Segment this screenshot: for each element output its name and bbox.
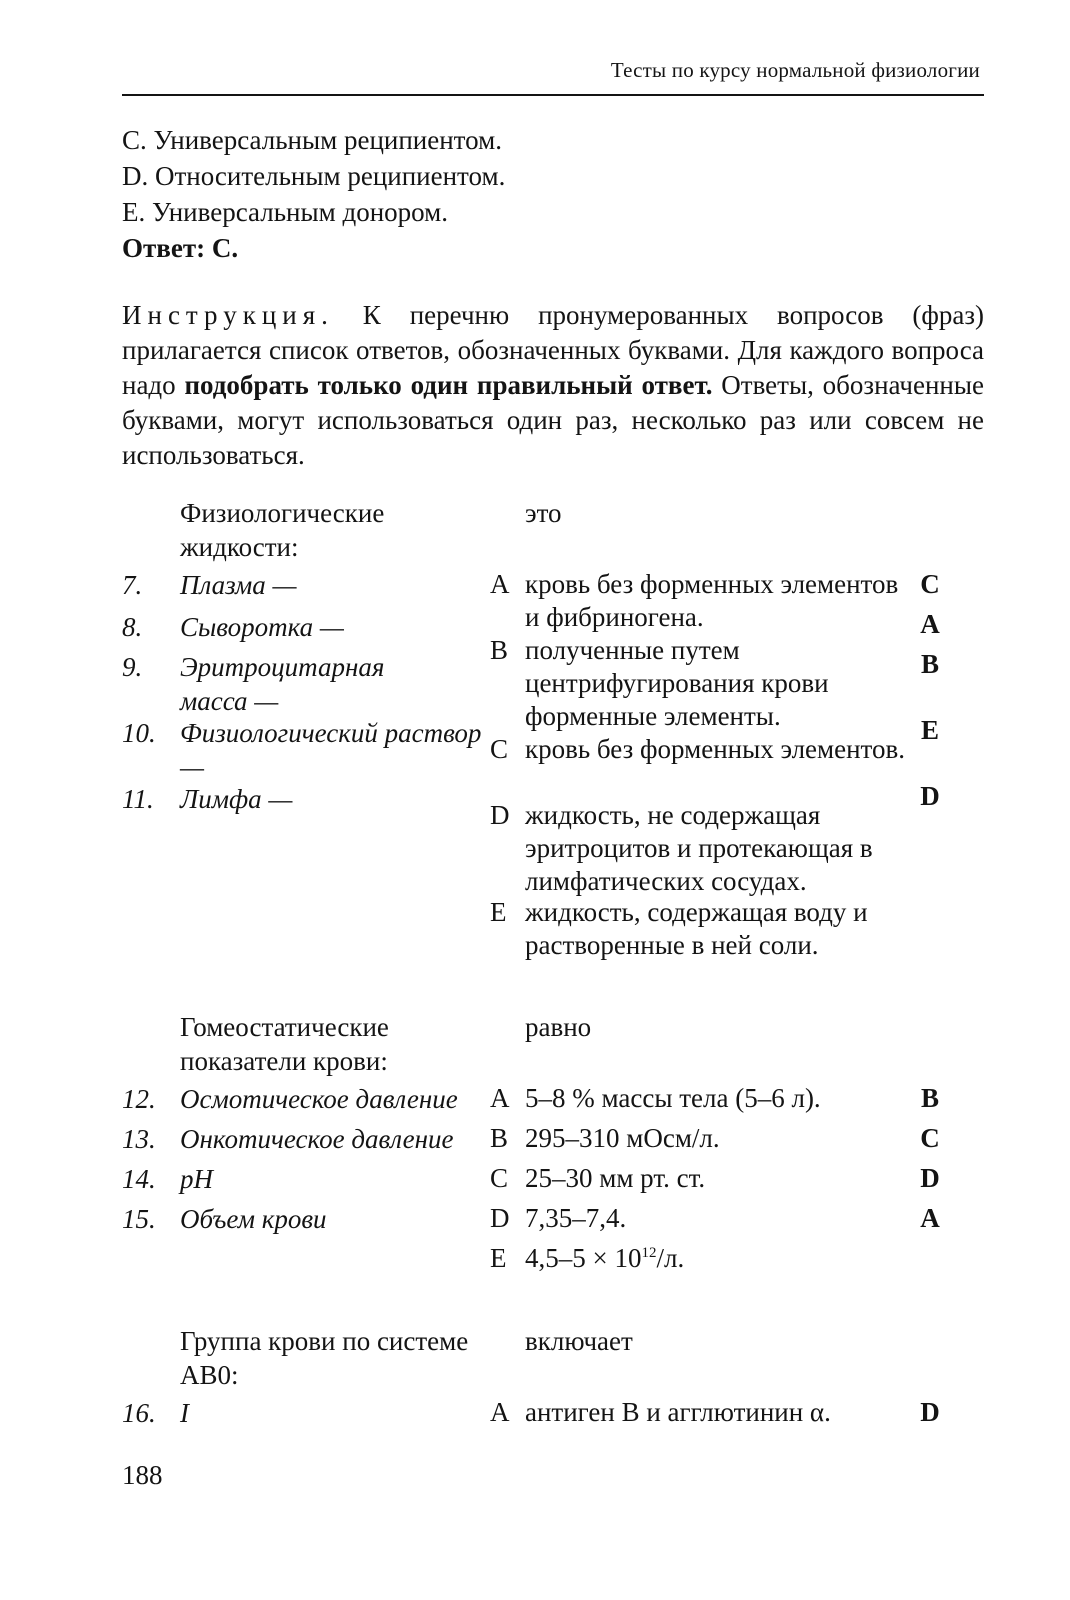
block1-left-header: Физиологические жидкости: — [180, 498, 385, 562]
answer-text: 5–8 % массы тела (5–6 л). — [525, 1083, 821, 1113]
question-number: 15. — [122, 1204, 156, 1234]
question-number: 8. — [122, 612, 143, 642]
answer-letter: В — [490, 1123, 509, 1153]
answer-text: 7,35–7,4. — [525, 1203, 627, 1233]
running-header: Тесты по курсу нормальной физиологии — [610, 58, 980, 82]
answer-letter: D — [490, 800, 510, 830]
answer-letter: А — [490, 1083, 510, 1113]
block3-right-header: включает — [525, 1326, 633, 1356]
question-number: 13. — [122, 1124, 156, 1154]
question-text: Физиологический раствор — — [180, 718, 482, 782]
answer-letter: Е — [490, 897, 507, 927]
question-number: 14. — [122, 1164, 156, 1194]
answer-text: 295–310 мОсм/л. — [525, 1123, 720, 1153]
instruction-emphasis: подобрать только один правильный ответ. — [184, 370, 713, 400]
question-text: Сыворотка — — [180, 612, 344, 642]
answer-key: Е — [920, 715, 939, 745]
block2-right-header: равно — [525, 1012, 592, 1042]
answer-key: А — [920, 1203, 940, 1233]
answer-line: Ответ: С. — [122, 233, 239, 263]
answer-letter: С — [490, 734, 509, 764]
header-rule — [122, 94, 984, 96]
answer-key: В — [920, 649, 939, 679]
answer-letter: С — [490, 1163, 509, 1193]
answer-text: полученные путем центрифугирования крови форменные элементы. — [525, 635, 829, 731]
option-e: Е. Универсальным донором. — [122, 197, 448, 227]
question-number: 9. — [122, 652, 143, 682]
answer-letter: А — [490, 569, 510, 599]
answer-letter: В — [490, 635, 509, 665]
instruction-label: Инструкция. — [122, 300, 334, 330]
answer-text: 25–30 мм рт. ст. — [525, 1163, 706, 1193]
question-text: Объем крови — [180, 1204, 327, 1234]
option-c: С. Универсальным реципиентом. — [122, 125, 502, 155]
answer-letter: Е — [490, 1243, 507, 1273]
instruction-paragraph — [122, 298, 984, 473]
answer-key: С — [920, 569, 940, 599]
page-number: 188 — [122, 1460, 163, 1490]
answer-text: жидкость, не содержащая эритроцитов и протекающая в лимфатических сосудах. — [525, 800, 873, 896]
answer-text — [525, 1242, 905, 1275]
answer-key: А — [920, 609, 940, 639]
question-number: 7. — [122, 570, 143, 600]
question-number: 10. — [122, 718, 156, 748]
question-text: Эритроцитарная масса — — [180, 652, 385, 716]
question-text: Осмотическое давление — [180, 1084, 458, 1114]
question-number: 16. — [122, 1398, 156, 1428]
answer-letter: А — [490, 1397, 510, 1427]
answer-text-main: 4,5–5 × 10 — [525, 1243, 642, 1273]
answer-text: кровь без форменных элементов. — [525, 734, 906, 764]
answer-text: кровь без форменных элементов и фибриногена. — [525, 569, 899, 632]
answer-text: антиген В и агглютинин α. — [525, 1397, 831, 1427]
instruction-text-2: Ответы, обозначенные буквами, могут использоваться один раз, несколько раз или совсем не использоваться. — [122, 370, 985, 470]
question-text: pH — [180, 1164, 213, 1194]
option-d: D. Относительным реципиентом. — [122, 161, 506, 191]
question-number: 11. — [122, 784, 154, 814]
answer-key: D — [920, 781, 940, 811]
exponent: 12 — [641, 1245, 657, 1261]
block2-left-header: Гомеостатические показатели крови: — [180, 1012, 389, 1076]
instruction-text-1: К перечню пронумерованных вопросов (фраз) прилагается список ответов, обозначенных буквами. Для каждого вопроса надо — [122, 300, 984, 400]
question-text: Онкотическое давление — [180, 1124, 454, 1154]
question-text: Лимфа — — [180, 784, 293, 814]
question-number: 12. — [122, 1084, 156, 1114]
question-text: I — [180, 1398, 189, 1428]
block1-right-header: это — [525, 498, 562, 528]
answer-text: жидкость, содержащая воду и растворенные в ней соли. — [525, 897, 868, 960]
answer-letter: D — [490, 1203, 510, 1233]
answer-key: D — [920, 1163, 940, 1193]
answer-text-unit: /л. — [656, 1243, 685, 1273]
block3-left-header: Группа крови по системе АВ0: — [180, 1326, 469, 1390]
answer-key: С — [920, 1123, 940, 1153]
answer-key: D — [920, 1397, 940, 1427]
question-text: Плазма — — [180, 570, 297, 600]
answer-key: В — [920, 1083, 939, 1113]
